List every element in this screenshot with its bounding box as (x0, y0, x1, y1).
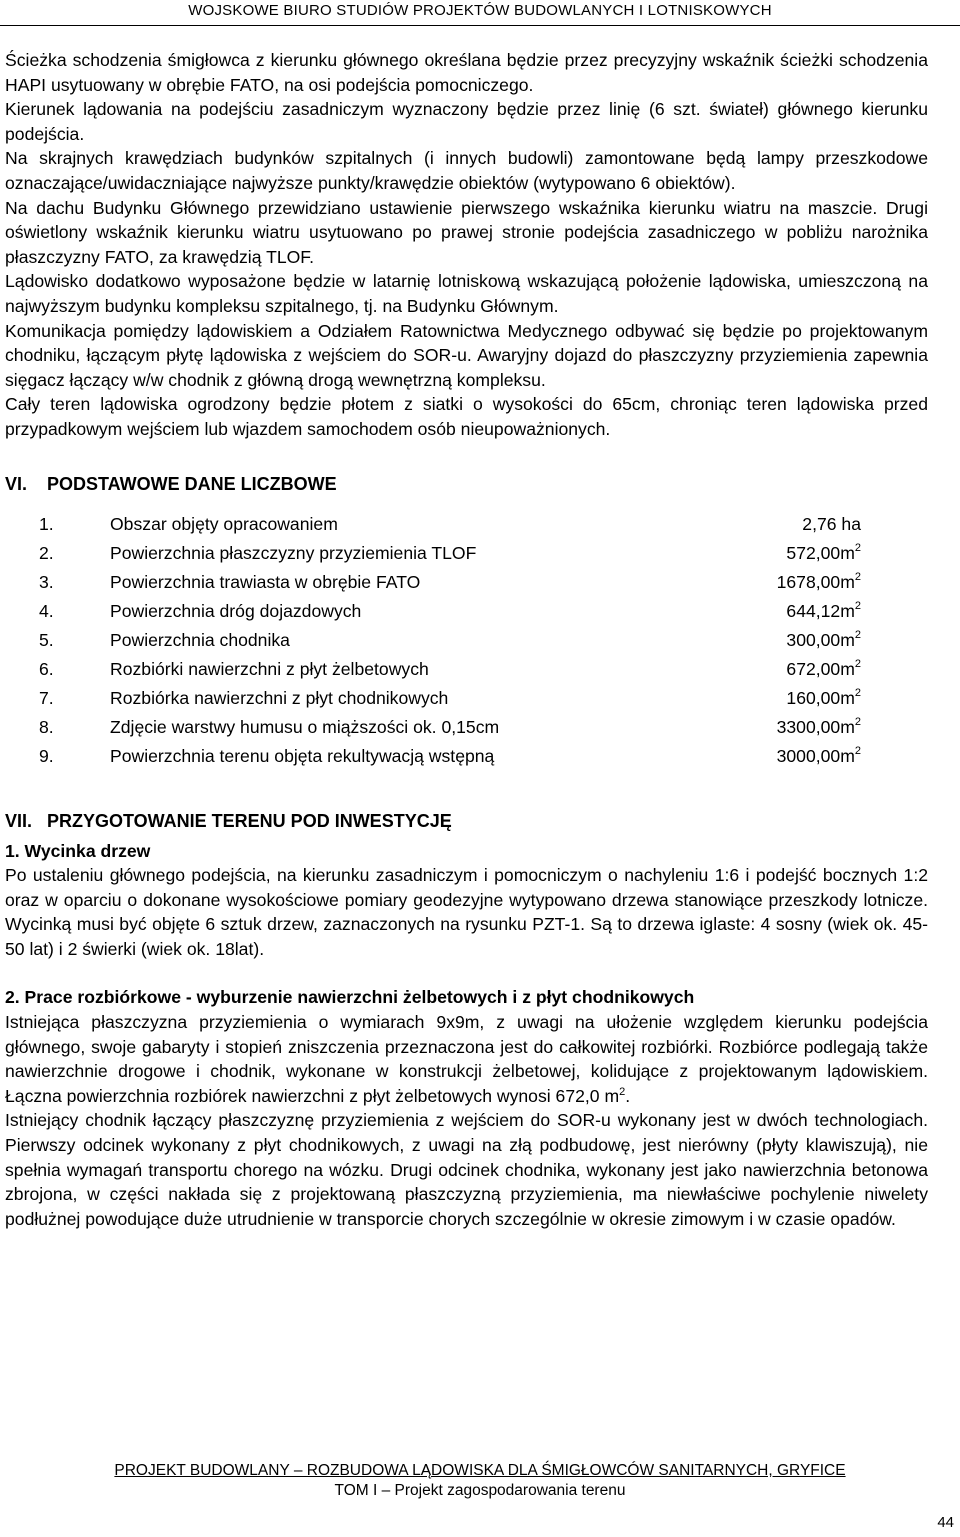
page-header (0, 0, 960, 26)
list-item (5, 568, 928, 597)
item-label: Rozbiórki nawierzchni z płyt żelbetowych (110, 658, 429, 679)
item-value: $300,00m^2$ (786, 628, 861, 650)
item-value: 2,76 ha (802, 513, 861, 534)
intro-paragraph: Lądowisko dodatkowo wyposażone będzie w latarnię lotniskową wskazującą położenie lądowiska, umieszczoną na najwyższym budynku kompleksu szpitalnego, tj. na Budynku Głównym. (5, 271, 928, 316)
item-label: Powierzchnia dróg dojazdowych (110, 600, 362, 621)
intro-paragraph: Ścieżka schodzenia śmigłowca z kierunku głównego określana będzie przez precyzyjny wskaźnik ścieżki schodzenia HAPI usytuowany w obrębie FATO, na osi podejścia pomocniczego. (5, 50, 928, 95)
section-title: PRZYGOTOWANIE TERENU POD INWESTYCJĘ (47, 810, 452, 831)
item-value: $1678,00m^2$ (776, 570, 861, 592)
intro-paragraph: Na skrajnych krawędziach budynków szpitalnych (i innych budowli) zamontowane będą lampy przeszkodowe oznaczające/uwidaczniające najwyższe punkty/krawędzie obiektów (wytypowano 6 obiektów). (5, 148, 928, 193)
item-index: 3. (39, 571, 54, 592)
item-value: $3300,00m^2$ (776, 715, 861, 737)
footer-project-title: PROJEKT BUDOWLANY – ROZBUDOWA LĄDOWISKA DLA ŚMIGŁOWCÓW SANITARNYCH, GRYFICE (114, 1462, 846, 1479)
item-index: 5. (39, 629, 54, 650)
item-index: 8. (39, 716, 54, 737)
header-rule (0, 25, 960, 26)
section-6-heading (5, 472, 928, 496)
intro-paragraph: Komunikacja pomiędzy lądowiskiem a Odziałem Ratownictwa Medycznego odbywać się będzie po projektowanym chodniku, łączącym płytę lądowiska z wejściem do SOR-u. Awaryjny dojazd do płaszczyzny przyziemienia zapewnia sięgacz łączący w/w chodnik z główną drogą wewnętrzną kompleksu. (5, 320, 928, 390)
statistics-list (5, 510, 928, 771)
list-item (5, 626, 928, 655)
subsection-2-paragraph-1: Istniejąca płaszczyzna przyziemienia o wymiarach 9x9m, z uwagi na ułożenie względem kierunku podejścia głównego, swoje gabaryty i stopień zniszczenia przeznaczona jest do całkowitej rozbiórki. Rozbiórce podlegają także nawierzchnie drogowe i chodnik, wykonane w konstrukcji żelbetowej, kolidujące z projektowanym lądowiskiem. Łączna powierzchnia rozbiórek nawierzchni z płyt żelbetowych wynosi 672,0 $m^2$. (5, 1012, 928, 1106)
document-body (5, 48, 928, 1231)
item-label: Obszar objęty opracowaniem (110, 513, 338, 534)
item-label: Rozbiórka nawierzchni z płyt chodnikowych (110, 687, 449, 708)
item-index: 1. (39, 513, 54, 534)
list-item (5, 597, 928, 626)
subsection-2-title: 2. Prace rozbiórkowe - wyburzenie nawierzchni żelbetowych i z płyt chodnikowych (5, 987, 695, 1008)
subsection-1-title: 1. Wycinka drzew (5, 840, 151, 861)
item-label: Powierzchnia terenu objęta rekultywacją wstępną (110, 745, 495, 766)
footer-volume: TOM I – Projekt zagospodarowania terenu (334, 1482, 626, 1499)
section-title: PODSTAWOWE DANE LICZBOWE (47, 473, 337, 494)
list-item (5, 655, 928, 684)
item-index: 2. (39, 542, 54, 563)
page-number: 44 (937, 1514, 954, 1531)
item-label: Zdjęcie warstwy humusu o miąższości ok. 0,15cm (110, 716, 500, 737)
list-item (5, 713, 928, 742)
header-title: WOJSKOWE BIURO STUDIÓW PROJEKTÓW BUDOWLANYCH I LOTNISKOWYCH (188, 2, 772, 19)
item-value: $672,00m^2$ (786, 657, 861, 679)
list-item (5, 510, 928, 539)
item-index: 7. (39, 687, 54, 708)
section-number: VI. (5, 473, 28, 494)
intro-paragraph: Cały teren lądowiska ogrodzony będzie płotem z siatki o wysokości do 65cm, chroniąc teren lądowiska przed przypadkowym wejściem lub wjazdem samochodem osób nieupoważnionych. (5, 394, 928, 439)
page-footer (0, 1461, 960, 1501)
item-value: $572,00m^2$ (786, 541, 861, 563)
item-label: Powierzchnia płaszczyzny przyziemienia TLOF (110, 542, 477, 563)
item-label: Powierzchnia chodnika (110, 629, 290, 650)
subsection-1-text: Po ustaleniu głównego podejścia, na kierunku zasadniczym i pomocniczym o nachyleniu 1:6 i podejść bocznych 1:2 oraz w oparciu o dokonane wysokościowe pomiary geodezyjne wytypowano drzewa stanowiące przeszkody lotnicze. Wycinką musi być objęte 6 sztuk drzew, zaznaczonych na rysunku PZT-1. Są to drzewa iglaste: 4 sosny (wiek ok. 45-50 lat) i 2 świerki (wiek ok. 18lat). (5, 865, 928, 959)
intro-paragraph: Na dachu Budynku Głównego przewidziano ustawienie pierwszego wskaźnika kierunku wiatru na maszcie. Drugi oświetlony wskaźnik kierunku wiatru usytuowano po prawej stronie podejścia zasadniczego w pobliżu narożnika płaszczyzny FATO, za krawędzią TLOF. (5, 197, 928, 267)
item-value: $644,12m^2$ (786, 599, 861, 621)
item-index: 4. (39, 600, 54, 621)
intro-paragraph: Kierunek lądowania na podejściu zasadniczym wyznaczony będzie przez linię (6 szt. świateł) głównego kierunku podejścia. (5, 99, 928, 144)
list-item (5, 684, 928, 713)
section-7-heading (5, 809, 928, 833)
item-index: 9. (39, 745, 54, 766)
item-value: $160,00m^2$ (786, 686, 861, 708)
item-index: 6. (39, 658, 54, 679)
item-label: Powierzchnia trawiasta w obrębie FATO (110, 571, 421, 592)
list-item (5, 742, 928, 771)
section-number: VII. (5, 810, 33, 831)
subsection-2-paragraph-2: Istniejący chodnik łączący płaszczyznę przyziemienia z wejściem do SOR-u wykonany jest w dwóch technologiach. Pierwszy odcinek wykonany z płyt chodnikowych, z uwagi na złą podbudowę, jest nierówny (płyty klawiszują), nie spełnia wymagań transportu chorego na wózku. Drugi odcinek chodnika, wykonany jest jako nawierzchnia betonowa zbrojona, w części nakłada się z projektowaną płaszczyzną przyziemienia, ma niewłaściwe pochylenie niwelety podłużnej powodujące duże utrudnienie w transporcie chorych szczególnie w okresie zimowym i w czasie opadów. (5, 1110, 928, 1229)
item-value: $3000,00m^2$ (776, 744, 861, 766)
list-item (5, 539, 928, 568)
